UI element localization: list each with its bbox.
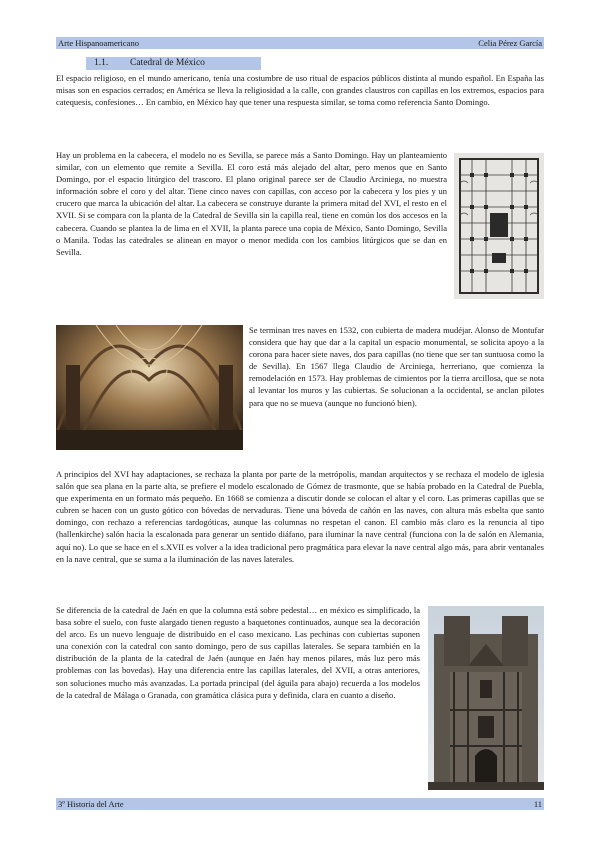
cathedral-facade-image: [428, 606, 544, 790]
page-number: 11: [533, 799, 542, 809]
cathedral-interior-image: [56, 325, 243, 450]
paragraph-cabecera: Hay un problema en la cabecera, el modelo no es Sevilla, se parece más a Santo Domingo. Hay un planteamiento similar, con un elemento que remite a Sevilla. El coro está más alejado del altar, pero menos que en Santo Domingo, por el espacio litúrgico del trascoro. El plano original parece ser de Claudio Arciniega, no muestra información sobre el coro y del altar. Tiene cinco naves con capillas, con acceso por la cabecera y los pies y un crucero que marca la ubicación del altar. La cabecera se construye durante la primera mitad del XVI, el resto en el XVII. Si se compara con la planta de la Catedral de Sevilla sin la capilla real, tiene en común los dos accesos en la cabecera. Cuando se plantea la de lima en el XVII, la planta parece una copia de México, Santo Domingo, Sevilla o Manila. Todas las catedrales se alinean en mayor o menor medida con los cambios litúrgicos que se dan en Sevilla.: [56, 150, 447, 257]
section-title: Catedral de México: [130, 58, 205, 68]
page-header: [56, 37, 544, 49]
cathedral-floor-plan-image: [454, 153, 544, 299]
paragraph-intro: El espacio religioso, en el mundo americano, tenía una costumbre de uso ritual de espacios públicos distinta al mundo español. En España las misas son en espacios cerrados; en América se lleva la religiosidad a la calle, con grandes claustros con capillas en los extremos, espacios para catequesis, confesiones… En cambio, en México hay que tener una respuesta similar, se toma como referencia Santo Domingo.: [56, 73, 544, 108]
footer-course: 3º Historia del Arte: [58, 799, 124, 809]
header-author: Celia Pérez García: [478, 38, 542, 48]
paragraph-jaen: Se diferencia de la catedral de Jaén en que la columna está sobre pedestal… en méxico es simplificado, la basa sobre el suelo, con fuste alargado tienen regusto a baquetones continuados, aunque sea la decoración del arco. Es un nuevo lenguaje de distribuido en el caso mexicano. Las pechinas con cubiertas suponen una conexión con la catedral con santo domingo, pero de sus capillas laterales. Se separa también en la distribución de la planta de la catedral de Jaén (aunque en Jaén hay menos pilares, más luz pero más problemas con las bovedas). Hay una diferencia entre las capillas laterales, del XVII, a otras anteriores, son soluciones mucho más avanzadas. La portada principal (del águila para abajo) recuerda a los modelos de la catedral de Málaga o Granada, con gramática clásica pura y definida, clara en cuanto a diseño.: [56, 605, 420, 700]
page-footer: [56, 798, 544, 810]
section-number: 1.1.: [94, 58, 109, 68]
paragraph-naves: Se terminan tres naves en 1532, con cubierta de madera mudéjar. Alonso de Montufar considera que hay que dar a la capital un espacio monumental, se solicita apoyo a la corona para hacer siete naves, dos para capillas (no tiene que ser tan suntuosa como la de Sevilla). En 1567 llega Claudio de Arciniega, herreriano, que comienza la remodelación en 1573. Hay problemas de cimientos por la tierra arcillosa, que se nota al levantar los muros y las cubiertas. Se solucionan a la occidental, se anclan pilotes para que no se mueva (aunque no funcionó bien).: [249, 325, 544, 408]
header-course: Arte Hispanoamericano: [58, 38, 139, 48]
paragraph-adaptaciones: A principios del XVI hay adaptaciones, se rechaza la planta por parte de la metrópolis, mandan arquitectos y se rechaza el modelo de iglesia salón que sea plana en la parte alta, se prefiere el modelo escalonado de Gómez de trasmonte, que se había probado en la Catedral de Puebla, que experimenta en un formato más pequeño. En 1668 se comienza a discutir donde se colocan el altar y el coro. Las primeras capillas que se cubren se hacen con un gusto gótico con bóvedas de nervaduras. Tiene una bóveda de cañón en las naves, con altura más esbelta que santo domingo, con rechazo a referencias tardogóticas, aunque las columnas no respetan el canon. El cambio más claro es la renuncia al tipo (hallenkirche) salón hacia la escalonada para generar un sentido diáfano, para iluminar la nave central (funciona con la de salón en Alemania, aquí no). Lo que se hace en el s.XVII es volver a la idea tradicional pero pragmática para elevar la nave central algo más, para abrir ventanales en la nave central, que se suma a la iluminación de las naves laterales.: [56, 469, 544, 564]
section-heading: [86, 57, 261, 70]
